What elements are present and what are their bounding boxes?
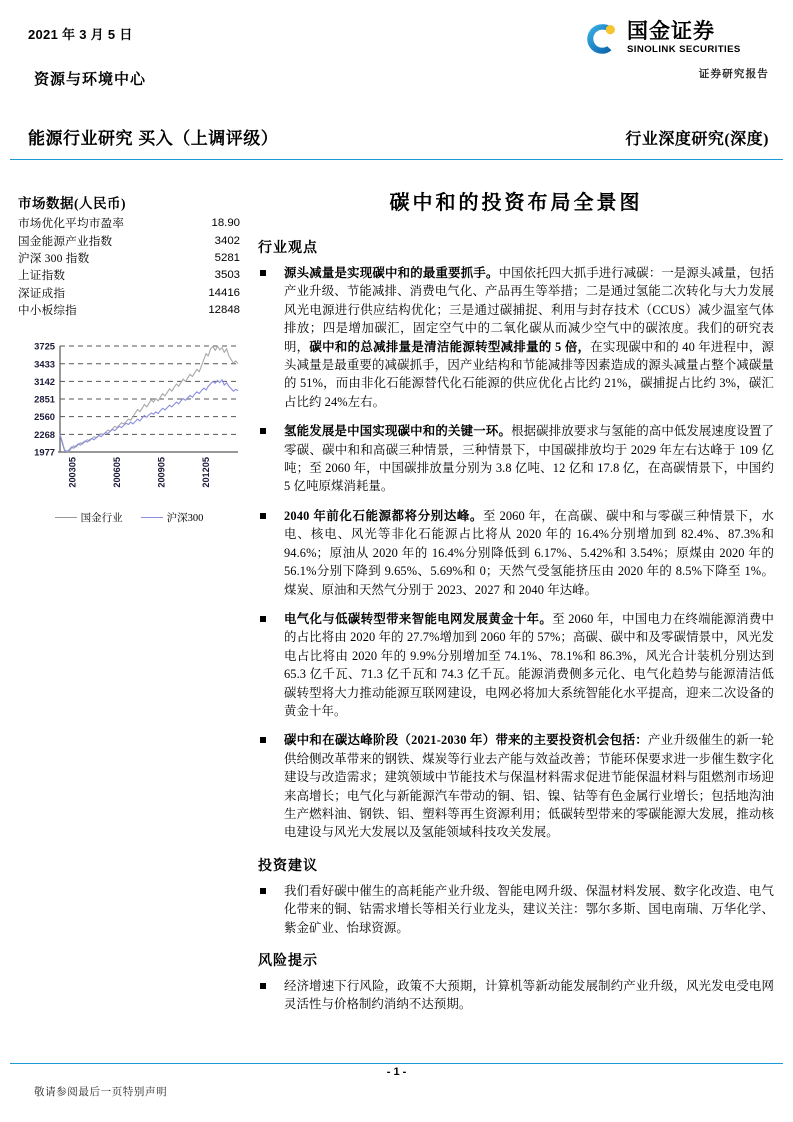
sinolink-logo-icon [585,22,619,56]
svg-text:200605: 200605 [112,457,123,488]
market-data-value: 12848 [208,304,240,317]
bullet-body-2: 在实现碳中和的 40 年进程中，源头减量是最重要的减碳抓手，因产业结构和节能减排等因素造成的源头减量占整个减碳量的 51%，而由非化石能源替代化石能源的供应优化占比约 21%，碳捕捉占比约 3%，碳汇占比约 24%左右。 [284,339,774,409]
table-row [18,215,240,232]
svg-text:1977: 1977 [34,446,55,458]
chart-legend [16,510,242,525]
bullet-body: 经济增速下行风险，政策不大预期，计算机等新动能发展制约产业升级，风光发电受电网灵活性与价格制约消纳不达预期。 [284,979,774,1012]
legend-label: 国金行业 [80,513,123,524]
table-row [18,285,240,302]
table-row [18,302,240,319]
report-type-label: 行业深度研究(深度) [625,131,769,148]
market-data-value: 3503 [214,269,240,282]
chart-canvas [16,338,242,508]
footer-disclaimer: 敬请参阅最后一页特别声明 [34,1087,168,1098]
page-title: 碳中和的投资布局全景图 [389,192,643,214]
section-heading-investment-advice: 投资建议 [258,858,318,874]
bullet-lead: 电气化与低碳转型带来智能电网发展黄金十年。 [284,611,553,626]
bullet-body: 至 2060 年，在高碳、碳中和与零碳三种情景下，水电、核电、风光等非化石能源占比将从 2020 年的 16.4%分别增加到 82.4%、87.3%和 94.6%；原油从 2020 年的 16.4%分别降低到 6.17%、5.42%和 3.54%；原煤由 2020 年的 56.1%分别下降到 9.65%、5.69%和 0；天然气受氢能挤压由 2020 年的 8.5%下降至 1%。煤炭、原油和天然气分别于 2023、2027 和 2040 年达峰。 [284,508,775,597]
bullet-lead: 源头减量是实现碳中和的最重要抓手。 [284,266,499,280]
header-divider [10,159,783,160]
list-item [258,507,774,599]
risk-warning-bullets [258,977,774,1014]
market-data-panel [18,192,240,319]
market-data-table [18,215,240,319]
market-data-value: 3402 [214,234,240,247]
market-data-label: 国金能源产业指数 [18,234,113,248]
table-row [18,267,240,284]
market-data-value: 18.90 [211,217,240,230]
svg-text:3725: 3725 [34,340,55,352]
market-data-label: 市场优化平均市盈率 [18,217,125,231]
market-data-label: 深证成指 [18,286,66,300]
bullet-body: 产业升级催生的新一轮供给侧改革带来的钢铁、煤炭等行业去产能与效益改善；节能环保要求进一步催生数字化建设与改造需求；建筑领域中节能技术与保温材料需求促进节能保温材料与阻燃剂市场迎来高增长；电气化与新能源汽车带动的铜、铝、镍、钴等有色金属行业增长；包括地沟油生产燃料油、钢铁、铝、塑料等再生资源利用；低碳转型带来的零碳能源大发展，推动核电建设与风光大发展以及氢能领域科技攻关发展。 [284,733,774,840]
research-center-name: 资源与环境中心 [34,72,147,88]
svg-text:3433: 3433 [34,358,55,370]
list-item [258,422,774,496]
svg-text:200905: 200905 [156,457,167,488]
bullet-lead: 2040 年前化石能源都将分别达峰。 [284,508,483,523]
list-item [258,731,774,841]
table-row [18,232,240,249]
market-data-title: 市场数据(人民币) [18,196,126,211]
legend-swatch-icon [141,517,163,518]
footer-divider [10,1063,783,1064]
market-data-label: 沪深 300 指数 [18,251,90,265]
legend-item-csi300 [141,510,204,525]
bullet-lead: 氢能发展是中国实现碳中和的关键一环。 [284,424,512,439]
bullet-lead-2: 碳中和的总减排量是清洁能源转型减排量的 5 倍， [309,339,591,354]
logo-wordmark [627,20,741,56]
legend-item-industry [55,510,123,525]
industry-view-bullets [258,264,774,842]
industry-rating-line: 能源行业研究 买入（上调评级） [28,129,279,148]
section-heading-industry-view: 行业观点 [258,241,318,256]
svg-text:2851: 2851 [34,393,55,405]
list-item [258,610,774,720]
investment-advice-bullets [258,882,774,937]
legend-swatch-icon [55,517,77,518]
svg-text:2560: 2560 [34,411,55,423]
logo-subtitle: 证券研究报告 [698,69,769,80]
svg-text:200305: 200305 [67,457,78,488]
index-performance-chart [16,338,242,538]
market-data-value: 14416 [208,286,240,299]
bullet-lead: 碳中和在碳达峰阶段（2021-2030 年）带来的主要投资机会包括： [284,733,648,748]
market-data-label: 中小板综指 [18,304,77,318]
market-data-value: 5281 [214,251,240,264]
table-row [18,250,240,267]
list-item [258,882,774,937]
page-number: - 1 - [386,1066,407,1078]
logo-english-name: SINOLINK SECURITIES [627,44,741,55]
list-item [258,977,774,1014]
report-date: 2021 年 3 月 5 日 [28,27,133,42]
report-body [258,186,774,1014]
section-heading-risk-warning: 风险提示 [258,954,318,969]
legend-label: 沪深300 [166,513,204,524]
bullet-body: 根据碳排放要求与氢能的高中低发展速度设置了零碳、碳中和和高碳三种情景，三种情景下，中国碳排放均于 2029 年左右达峰于 109 亿吨；至 2060 年，中国碳排放量分别为 3.8 亿吨、12 亿和 17.8 亿，在高碳情景下，中国约 5 亿吨原煤消耗量。 [284,424,774,494]
market-data-label: 上证指数 [18,269,66,283]
svg-text:201205: 201205 [201,457,212,488]
logo-chinese-name: 国金证券 [627,20,715,43]
bullet-body: 至 2060 年，中国电力在终端能源消费中的占比将由 2020 年的 27.7%增加到 2060 年的 57%；高碳、碳中和及零碳情景中，风光发电占比将由 2020 年的 9.9%分别增加至 74.1%、78.1%和 86.3%，风光合计装机分别达到 65.3 亿千瓦、71.3 亿千瓦和 74.3 亿千瓦。能源消费侧多元化、电气化趋势与能源清洁低碳转型将大力推动能源互联网建设，电网必将加大系统智能化水平提高，迎来二次设备的黄金十年。 [284,611,775,718]
svg-text:2268: 2268 [34,428,55,440]
company-logo [585,20,771,82]
bullet-body: 我们看好碳中催生的高耗能产业升级、智能电网升级、保温材料发展、数字化改造、电气化带来的铜、钴需求增长等相关行业龙头，建议关注：鄂尔多斯、国电南瑞、万华化学、紫金矿业、怡球资源。 [284,883,774,935]
svg-text:3142: 3142 [34,375,55,387]
list-item [258,264,774,411]
bullet-body: 中国依托四大抓手进行减碳：一是源头减量，包括产业升级、节能减排、消费电气化、产品再生等举措；二是通过氢能二次转化与大力发展风光电源进行供应结构优化；三是通过碳捕捉、利用与封存技术（CCUS）减少温室气体排放；四是增加碳汇，固定空气中的二氧化碳从而减少空气中的碳浓度。我们的研究表明， [284,266,774,354]
